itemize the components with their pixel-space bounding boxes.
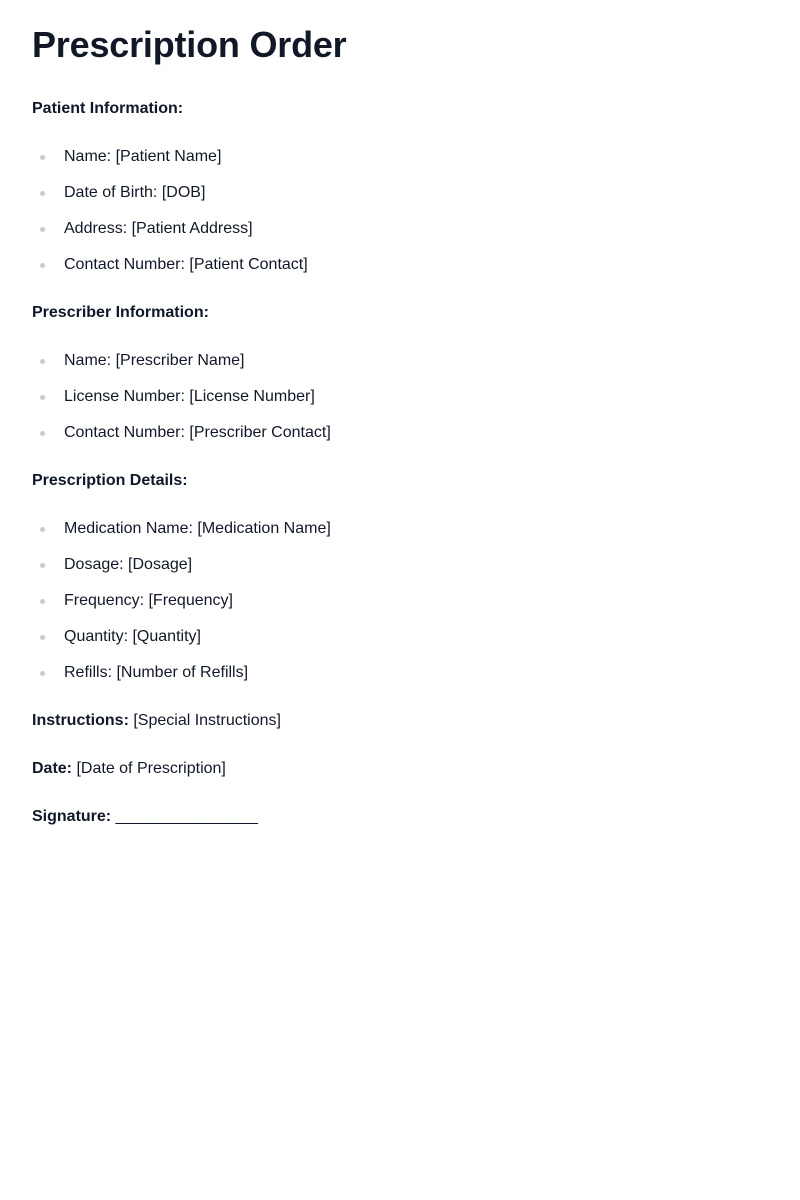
- prescriber-name-item: Name: [Prescriber Name]: [64, 352, 245, 369]
- list-item: [32, 255, 768, 275]
- list-item: [32, 555, 768, 575]
- bullet-icon: [40, 155, 45, 160]
- list-item: [32, 183, 768, 203]
- instructions-value: [Special Instructions]: [133, 712, 281, 729]
- medication-name-item: Medication Name: [Medication Name]: [64, 520, 331, 537]
- section-heading-patient: Patient Information:: [32, 100, 184, 117]
- page-title: Prescription Order: [32, 24, 347, 65]
- patient-name-item: Name: [Patient Name]: [64, 148, 222, 165]
- date-field: [32, 759, 768, 779]
- list-item: [32, 663, 768, 683]
- list-item: [32, 387, 768, 407]
- instructions-label: Instructions:: [32, 712, 129, 729]
- bullet-icon: [40, 563, 45, 568]
- prescriber-license-item: License Number: [License Number]: [64, 388, 315, 405]
- bullet-icon: [40, 359, 45, 364]
- prescription-details-list: [32, 519, 768, 683]
- patient-address-item: Address: [Patient Address]: [64, 220, 253, 237]
- list-item: [32, 591, 768, 611]
- bullet-icon: [40, 635, 45, 640]
- instructions-field: [32, 711, 768, 731]
- patient-information-list: [32, 147, 768, 275]
- bullet-icon: [40, 395, 45, 400]
- signature-field: [32, 807, 768, 827]
- bullet-icon: [40, 227, 45, 232]
- bullet-icon: [40, 263, 45, 268]
- list-item: [32, 219, 768, 239]
- date-value: [Date of Prescription]: [76, 760, 226, 777]
- bullet-icon: [40, 527, 45, 532]
- prescriber-information-section: [32, 303, 768, 443]
- bullet-icon: [40, 671, 45, 676]
- prescriber-contact-item: Contact Number: [Prescriber Contact]: [64, 424, 331, 441]
- dosage-item: Dosage: [Dosage]: [64, 556, 193, 573]
- section-heading-prescriber: Prescriber Information:: [32, 304, 209, 321]
- patient-dob-item: Date of Birth: [DOB]: [64, 184, 206, 201]
- patient-contact-item: Contact Number: [Patient Contact]: [64, 256, 308, 273]
- bullet-icon: [40, 431, 45, 436]
- list-item: [32, 627, 768, 647]
- frequency-item: Frequency: [Frequency]: [64, 592, 233, 609]
- list-item: [32, 351, 768, 371]
- date-label: Date:: [32, 760, 73, 777]
- refills-item: Refills: [Number of Refills]: [64, 664, 249, 681]
- signature-line: ________________: [115, 808, 258, 825]
- signature-label: Signature:: [32, 808, 112, 825]
- patient-information-section: [32, 99, 768, 275]
- list-item: [32, 423, 768, 443]
- list-item: [32, 147, 768, 167]
- prescription-details-section: [32, 471, 768, 683]
- quantity-item: Quantity: [Quantity]: [64, 628, 201, 645]
- section-heading-prescription: Prescription Details:: [32, 472, 188, 489]
- prescriber-information-list: [32, 351, 768, 443]
- bullet-icon: [40, 191, 45, 196]
- list-item: [32, 519, 768, 539]
- bullet-icon: [40, 599, 45, 604]
